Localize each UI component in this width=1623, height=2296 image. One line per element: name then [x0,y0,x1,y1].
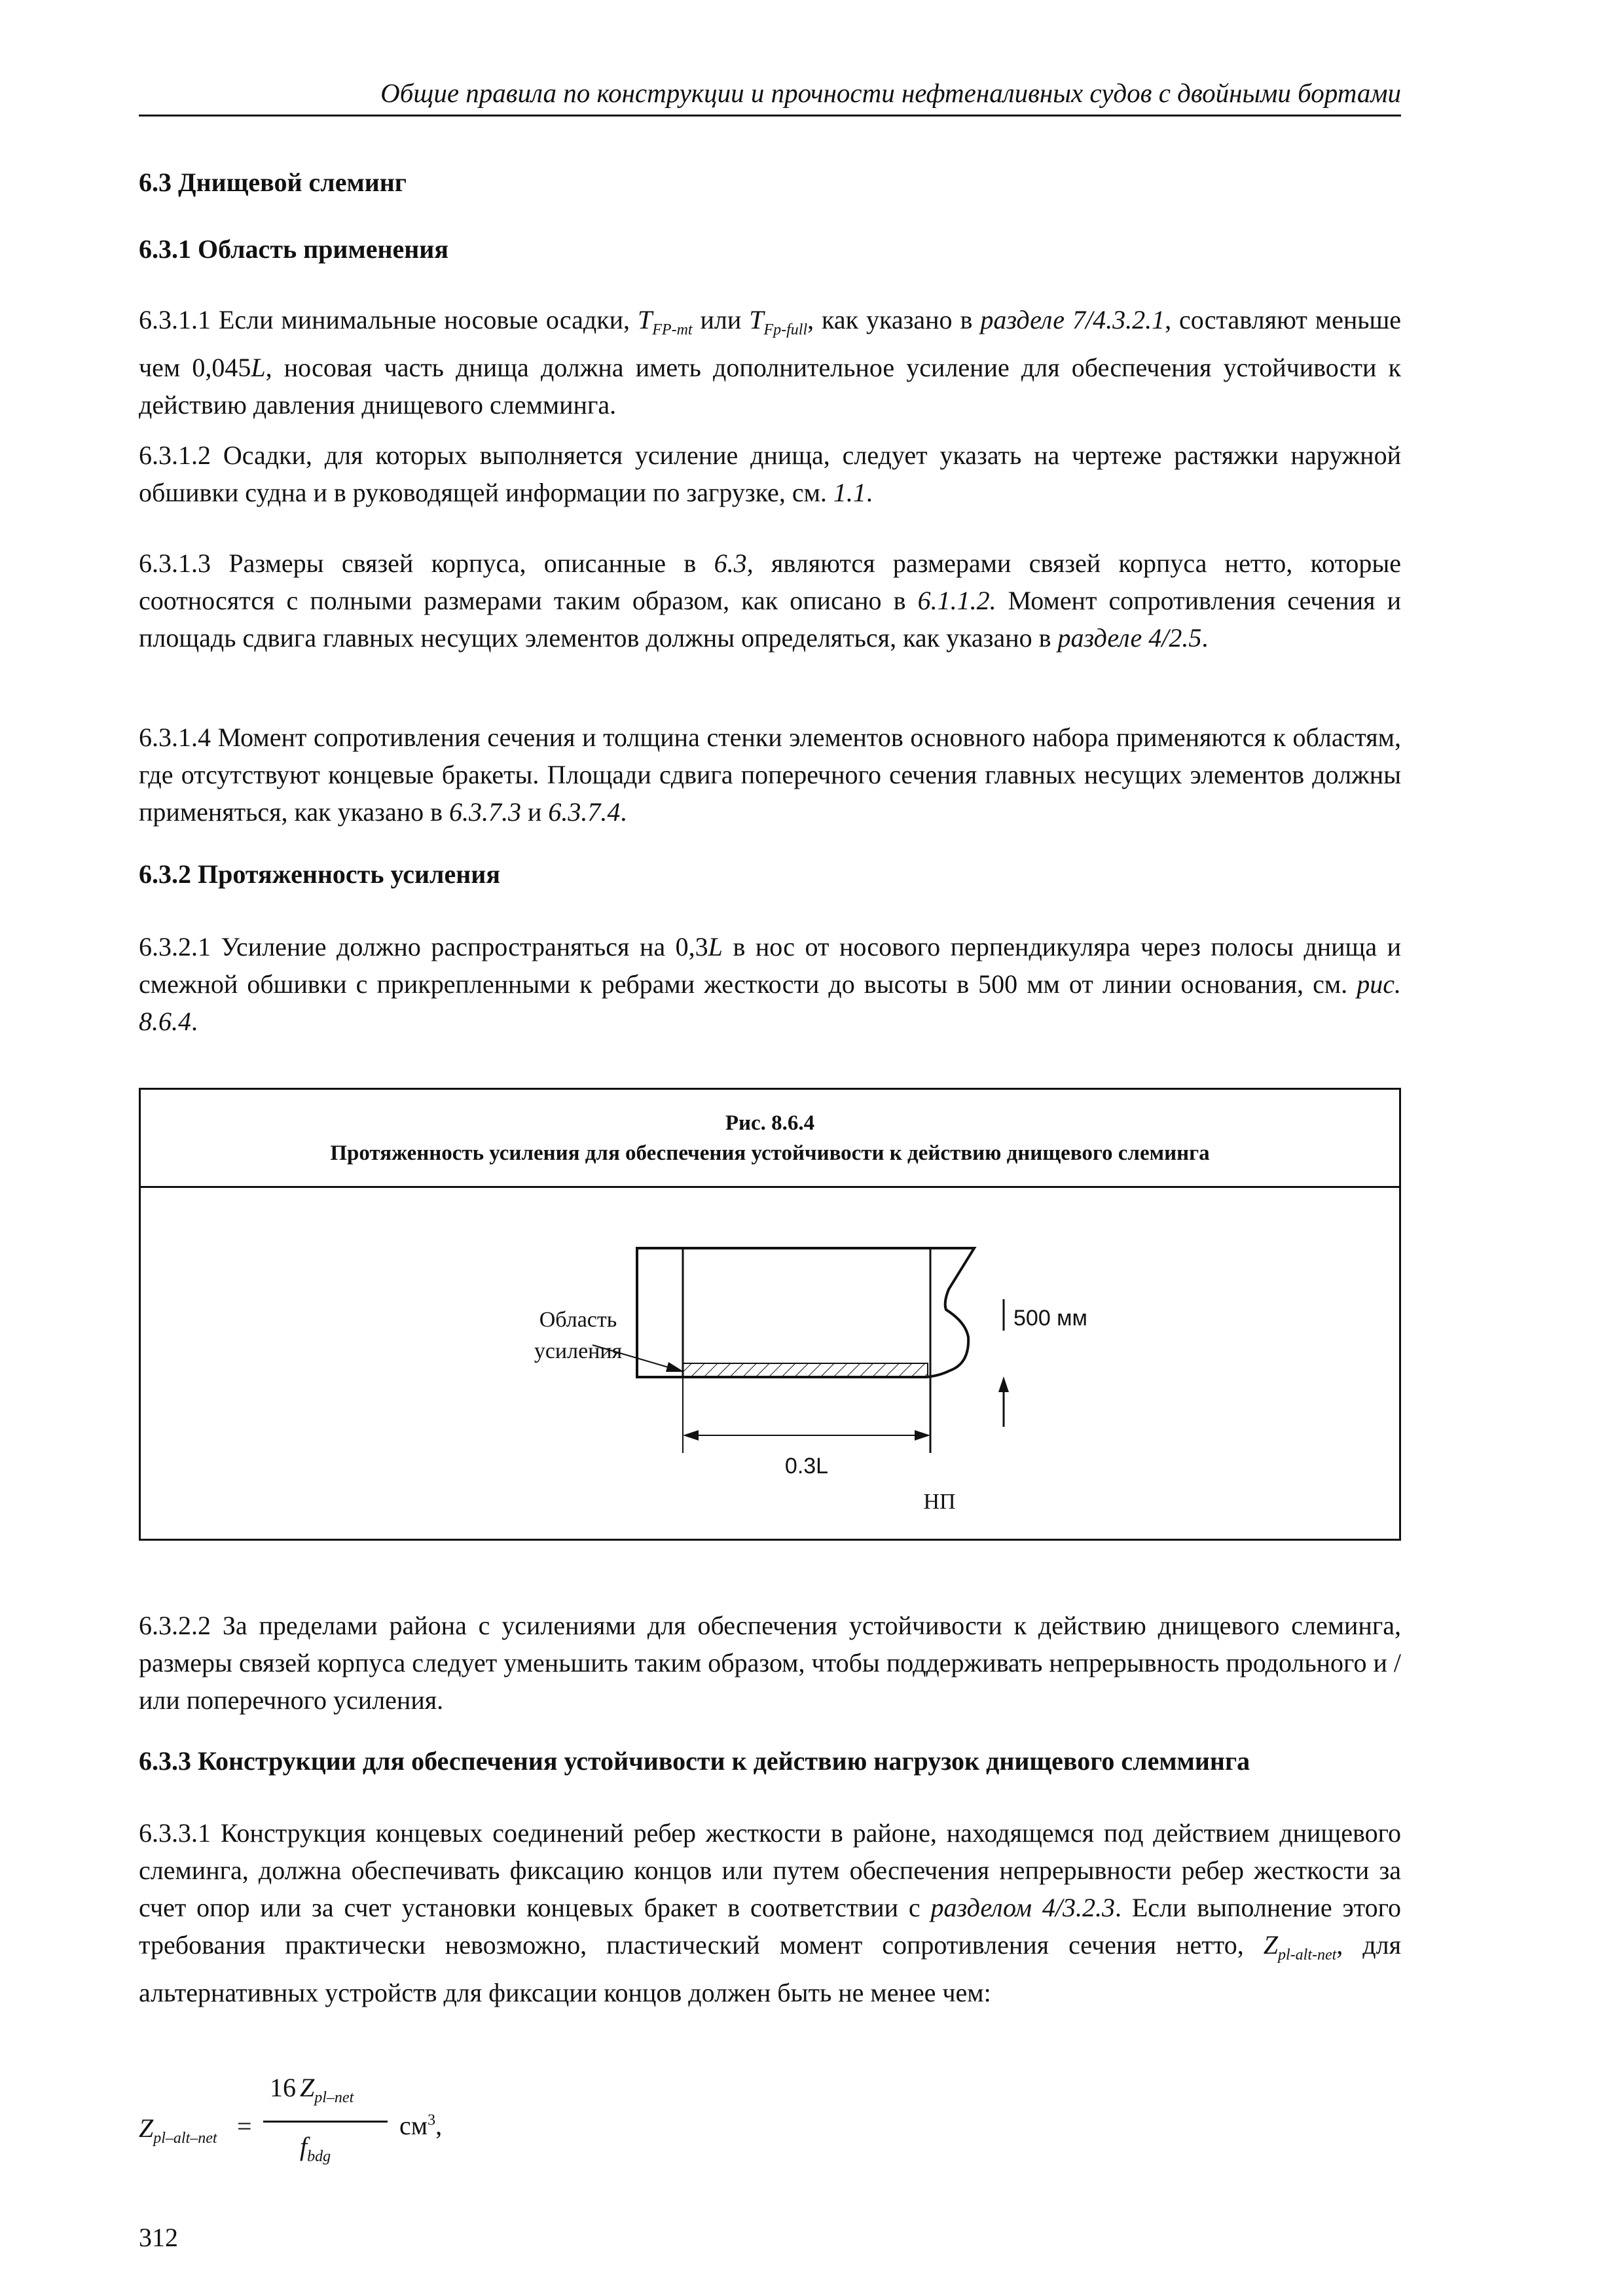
subsection-title-6-3-2: 6.3.2 Протяженность усиления [139,859,500,889]
ref-link[interactable]: 1.1 [833,478,866,507]
label-fp: НП [923,1490,956,1514]
paragraph-6-3-2-2: 6.3.2.2 За пределами района с усилениями для обеспечения устойчивости к действию днищевого слеминга, размеры связей корпуса следует уменьшить таким образом, чтобы поддерживать непрерывность продольного и /или поперечного усиления. [139,1611,1401,1715]
height-arrow-up [998,1376,1009,1392]
ref-link[interactable]: рис. 8.6.4 [139,969,1401,1036]
formula-equals: = [237,2111,252,2141]
label-length: 0.3L [784,1454,829,1479]
figure-8-6-4 [139,1088,1401,1541]
label-area-2: усиления [534,1339,623,1363]
leader-arrow [666,1362,684,1372]
bow-outline [637,1248,974,1377]
label-height: 500 мм [1013,1306,1087,1331]
formula-lhs: Z [139,2113,154,2143]
hatched-region [683,1363,928,1377]
bow-diagram [141,1188,1399,1539]
subsection-title-6-3-1: 6.3.1 Область применения [139,234,448,264]
header-rule [139,115,1401,117]
arrow-left [683,1430,699,1441]
ref-link[interactable]: разделе 4/2.5 [1057,623,1202,653]
paragraph-6-3-1-3: 6.3.1.3 Размеры связей корпуса, описанные в 6.3, являются размерами связей корпуса нетто, которые соотносятся с полными размерами таким образом, как описано в 6.1.1.2. Момент сопротивления сечения и площадь сдвига главных несущих элементов должны определяться, как указано в разделе 4/2.5. [139,548,1402,653]
figure-caption: Протяженность усиления для обеспечения устойчивости к действию днищевого слеминга [330,1141,1210,1165]
formula: $Z_{pl-alt-net}$ = 16 $Z_{pl-net}$ $f_{bdg}$ $см^3$, [139,2073,443,2165]
fraction-bar [263,2121,388,2123]
paragraph-6-3-2-1: 6.3.2.1 Усиление должно распространяться на 0,3L в нос от носового перпендикуляра через полосы днища и смежной обшивки с прикрепленными к ребрами жесткости до высоты в 500 мм от линии основания, см. рис. 8.6.4. [139,932,1402,1036]
arrow-right [915,1430,930,1441]
ref-link[interactable]: разделом 4/3.2.3 [930,1893,1116,1922]
paragraph-6-3-1-2: 6.3.1.2 Осадки, для которых выполняется усиление днища, следует указать на чертеже растяжки наружной обшивки судна и в руководящей информации по загрузке, см. 1.1. [139,440,1401,507]
paragraph-6-3-1-4: 6.3.1.4 Момент сопротивления сечения и толщина стенки элементов основного набора применяются к областям, где отсутствуют концевые бракеты. Площади сдвига поперечного сечения главных несущих элементов должны применяться, как указано в 6.3.7.3 и 6.3.7.4. [139,723,1401,827]
ref-link[interactable]: 6.3, [714,548,754,578]
running-header: Общие правила по конструкции и прочности нефтеналивных судов с двойными бортами [380,78,1401,108]
paragraph-6-3-3-1: 6.3.3.1 Конструкция концевых соединений ребер жесткости в районе, находящемся под действием днищевого слеминга, должна обеспечивать фиксацию концов или путем обеспечения непрерывности ребер жесткости за счет опор или за счет установки концевых бракет в соответствии с разделом 4/3.2.3. Если выполнение этого требования практически невозможно, пластический момент сопротивления сечения нетто, $Z_{pl-alt-net}$, для альтернативных устройств для фиксации концов должен быть не менее чем: [139,1818,1402,2007]
formula-denominator: f [300,2132,308,2161]
page-number: 312 [139,2223,178,2252]
section-title: 6.3 Днищевой слеминг [139,168,407,197]
formula-numerator-z: Z [300,2073,315,2102]
ref-link[interactable]: 6.1.1.2. [917,586,996,615]
formula-unit: см [399,2111,428,2140]
figure-number: Рис. 8.6.4 [725,1111,815,1135]
ref-link[interactable]: разделе 7/4.3.2.1 [980,305,1165,334]
ref-link[interactable]: 6.3.7.3 [449,797,522,827]
paragraph-6-3-1-1: 6.3.1.1 Если минимальные носовые осадки, $T_{FP-mt}$ или $T_{Fp-full}$, как указано в разделе 7/4.3.2.1, составляют меньше чем 0,045L, носовая часть днища должна иметь дополнительное усиление для обеспечения устойчивости к действию давления днищевого слемминга. [139,305,1402,420]
formula-numerator-coef: 16 [270,2073,296,2102]
figure-header [141,1090,1399,1188]
subsection-title-6-3-3: 6.3.3 Конструкции для обеспечения устойчивости к действию нагрузок днищевого слемминга [139,1746,1250,1776]
ref-link[interactable]: 6.3.7.4 [548,797,621,827]
label-area-1: Область [539,1308,617,1332]
